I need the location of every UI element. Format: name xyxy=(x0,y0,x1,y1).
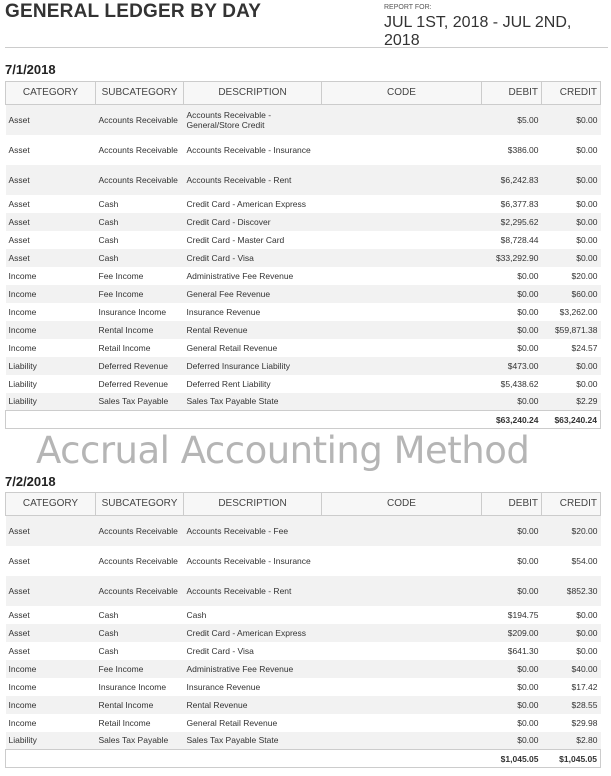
cell-subcategory: Insurance Income xyxy=(98,681,167,692)
cell-code xyxy=(322,606,482,624)
cell-credit: $60.00 xyxy=(571,288,598,299)
cell-category: Liability xyxy=(8,735,37,746)
table-row xyxy=(6,696,601,714)
cell-debit: $209.00 xyxy=(507,627,539,638)
cell-debit: $0.00 xyxy=(517,288,539,299)
cell-subcategory: Fee Income xyxy=(98,663,144,674)
total-debit: $1,045.05 xyxy=(482,750,542,768)
report-date-range: JUL 1ST, 2018 - JUL 2ND, 2018 xyxy=(384,14,572,49)
cell-subcategory: Insurance Income xyxy=(98,306,167,317)
cell-subcategory: Fee Income xyxy=(98,288,144,299)
report-for-label: REPORT FOR: xyxy=(384,4,432,11)
table-row xyxy=(6,195,601,213)
cell-debit: $6,242.83 xyxy=(500,174,539,185)
table-row xyxy=(6,576,601,606)
column-header[interactable]: CODE xyxy=(322,82,482,105)
cell-category: Income xyxy=(8,699,37,710)
cell-debit: $5,438.62 xyxy=(500,378,539,389)
cell-subcategory: Accounts Receivable xyxy=(98,174,178,185)
cell-category: Income xyxy=(8,717,37,728)
column-header[interactable]: DEBIT xyxy=(482,82,542,105)
cell-category: Asset xyxy=(8,585,30,596)
cell-credit: $20.00 xyxy=(571,525,598,536)
cell-debit: $33,292.90 xyxy=(495,252,539,263)
header-row xyxy=(6,82,601,105)
cell-subcategory: Accounts Receivable xyxy=(98,525,178,536)
cell-credit: $29.98 xyxy=(571,717,598,728)
cell-code xyxy=(322,642,482,660)
cell-debit: $194.75 xyxy=(507,609,539,620)
cell-description: Rental Revenue xyxy=(186,699,248,710)
cell-category: Asset xyxy=(8,144,30,155)
cell-code xyxy=(322,393,482,411)
cell-description: Insurance Revenue xyxy=(186,681,261,692)
cell-code xyxy=(322,375,482,393)
cell-subcategory: Cash xyxy=(98,198,119,209)
cell-subcategory: Rental Income xyxy=(98,324,154,335)
column-header[interactable]: DEBIT xyxy=(482,493,542,516)
table-row xyxy=(6,660,601,678)
day-heading: 7/1/2018 xyxy=(5,62,56,77)
cell-subcategory: Cash xyxy=(98,609,119,620)
table-row xyxy=(6,213,601,231)
cell-description: Administrative Fee Revenue xyxy=(186,270,294,281)
cell-debit: $0.00 xyxy=(517,525,539,536)
table-row xyxy=(6,678,601,696)
cell-subcategory: Accounts Receivable xyxy=(98,114,178,125)
day-heading: 7/2/2018 xyxy=(5,474,56,489)
cell-code xyxy=(322,267,482,285)
cell-credit: $28.55 xyxy=(571,699,598,710)
cell-debit: $0.00 xyxy=(517,717,539,728)
column-header[interactable]: CODE xyxy=(322,493,482,516)
cell-debit: $0.00 xyxy=(517,396,539,407)
cell-category: Asset xyxy=(8,555,30,566)
cell-debit: $0.00 xyxy=(517,324,539,335)
table-row xyxy=(6,375,601,393)
column-header[interactable]: DESCRIPTION xyxy=(184,493,322,516)
cell-credit: $0.00 xyxy=(576,378,598,389)
page-title: GENERAL LEDGER BY DAY xyxy=(5,1,262,22)
cell-category: Liability xyxy=(8,360,37,371)
cell-debit: $0.00 xyxy=(517,585,539,596)
cell-debit: $0.00 xyxy=(517,699,539,710)
column-header[interactable]: DESCRIPTION xyxy=(184,82,322,105)
table-row xyxy=(6,231,601,249)
cell-credit: $0.00 xyxy=(576,252,598,263)
cell-description: Deferred Insurance Liability xyxy=(186,360,290,371)
column-header[interactable]: CREDIT xyxy=(542,82,601,105)
table-row xyxy=(6,714,601,732)
cell-debit: $6,377.83 xyxy=(500,198,539,209)
cell-debit: $0.00 xyxy=(517,342,539,353)
cell-subcategory: Rental Income xyxy=(98,699,154,710)
cell-credit: $59,871.38 xyxy=(554,324,598,335)
cell-credit: $0.00 xyxy=(576,114,598,125)
cell-category: Income xyxy=(8,324,37,335)
cell-credit: $0.00 xyxy=(576,198,598,209)
cell-subcategory: Accounts Receivable xyxy=(98,585,178,596)
cell-subcategory: Fee Income xyxy=(98,270,144,281)
cell-debit: $0.00 xyxy=(517,663,539,674)
cell-description: Credit Card - Visa xyxy=(186,645,254,656)
cell-code xyxy=(322,357,482,375)
cell-credit: $0.00 xyxy=(576,216,598,227)
total-debit: $63,240.24 xyxy=(482,411,542,429)
cell-code xyxy=(322,660,482,678)
cell-code xyxy=(322,249,482,267)
total-row xyxy=(6,750,601,768)
cell-subcategory: Sales Tax Payable xyxy=(98,396,169,407)
cell-code xyxy=(322,516,482,546)
watermark: Accrual Accounting Method xyxy=(36,429,530,472)
cell-description: Insurance Revenue xyxy=(186,306,261,317)
header-row xyxy=(6,493,601,516)
cell-category: Asset xyxy=(8,525,30,536)
total-row xyxy=(6,411,601,429)
cell-description: General Retail Revenue xyxy=(186,342,278,353)
cell-description: Credit Card - American Express xyxy=(186,627,307,638)
cell-category: Asset xyxy=(8,198,30,209)
table-row xyxy=(6,546,601,576)
cell-description: Administrative Fee Revenue xyxy=(186,663,294,674)
cell-code xyxy=(322,576,482,606)
cell-subcategory: Deferred Revenue xyxy=(98,360,168,371)
cell-category: Income xyxy=(8,681,37,692)
cell-description: Credit Card - Discover xyxy=(186,216,271,227)
cell-description: Accounts Receivable - Fee xyxy=(186,525,289,536)
table-row xyxy=(6,393,601,411)
table-row xyxy=(6,165,601,195)
cell-credit: $54.00 xyxy=(571,555,598,566)
cell-subcategory: Cash xyxy=(98,252,119,263)
cell-debit: $5.00 xyxy=(517,114,539,125)
cell-subcategory: Deferred Revenue xyxy=(98,378,168,389)
cell-code xyxy=(322,546,482,576)
cell-category: Asset xyxy=(8,627,30,638)
cell-description: Credit Card - Visa xyxy=(186,252,254,263)
cell-code xyxy=(322,135,482,165)
cell-credit: $0.00 xyxy=(576,144,598,155)
total-credit: $1,045.05 xyxy=(542,750,601,768)
cell-description: Deferred Rent Liability xyxy=(186,378,271,389)
column-header[interactable]: CATEGORY xyxy=(6,493,96,516)
cell-credit: $0.00 xyxy=(576,174,598,185)
cell-category: Asset xyxy=(8,114,30,125)
cell-debit: $0.00 xyxy=(517,306,539,317)
cell-subcategory: Sales Tax Payable xyxy=(98,735,169,746)
table-row xyxy=(6,732,601,750)
cell-debit: $386.00 xyxy=(507,144,539,155)
cell-description: Accounts Receivable - Insurance xyxy=(186,555,311,566)
column-header[interactable]: CREDIT xyxy=(542,493,601,516)
cell-code xyxy=(322,195,482,213)
cell-credit: $2.80 xyxy=(576,735,598,746)
cell-debit: $641.30 xyxy=(507,645,539,656)
cell-category: Asset xyxy=(8,645,30,656)
cell-code xyxy=(322,231,482,249)
cell-credit: $17.42 xyxy=(571,681,598,692)
cell-category: Asset xyxy=(8,174,30,185)
cell-credit: $40.00 xyxy=(571,663,598,674)
cell-description: Sales Tax Payable State xyxy=(186,735,279,746)
cell-code xyxy=(322,714,482,732)
cell-code xyxy=(322,339,482,357)
cell-description: Accounts Receivable - Rent xyxy=(186,585,292,596)
divider xyxy=(5,47,608,48)
cell-code xyxy=(322,696,482,714)
cell-category: Liability xyxy=(8,396,37,407)
cell-description: Rental Revenue xyxy=(186,324,248,335)
table-row xyxy=(6,642,601,660)
table-row xyxy=(6,105,601,135)
cell-category: Income xyxy=(8,306,37,317)
table-row xyxy=(6,285,601,303)
cell-code xyxy=(322,303,482,321)
cell-debit: $0.00 xyxy=(517,555,539,566)
table-row xyxy=(6,516,601,546)
cell-credit: $0.00 xyxy=(576,360,598,371)
cell-subcategory: Cash xyxy=(98,645,119,656)
cell-description: Credit Card - American Express xyxy=(186,198,307,209)
cell-credit: $852.30 xyxy=(566,585,598,596)
cell-description: Accounts Receivable - Rent xyxy=(186,174,292,185)
cell-debit: $2,295.62 xyxy=(500,216,539,227)
cell-debit: $8,728.44 xyxy=(500,234,539,245)
cell-subcategory: Accounts Receivable xyxy=(98,144,178,155)
cell-code xyxy=(322,624,482,642)
cell-credit: $0.00 xyxy=(576,645,598,656)
cell-category: Income xyxy=(8,663,37,674)
column-header[interactable]: CATEGORY xyxy=(6,82,96,105)
cell-debit: $0.00 xyxy=(517,270,539,281)
total-credit: $63,240.24 xyxy=(542,411,601,429)
cell-subcategory: Accounts Receivable xyxy=(98,555,178,566)
cell-credit: $0.00 xyxy=(576,609,598,620)
cell-subcategory: Cash xyxy=(98,234,119,245)
cell-subcategory: Retail Income xyxy=(98,342,151,353)
cell-description: Cash xyxy=(186,609,207,620)
cell-code xyxy=(322,321,482,339)
cell-category: Liability xyxy=(8,378,37,389)
table-row xyxy=(6,606,601,624)
cell-credit: $0.00 xyxy=(576,234,598,245)
cell-subcategory: Retail Income xyxy=(98,717,151,728)
cell-category: Asset xyxy=(8,216,30,227)
cell-category: Asset xyxy=(8,252,30,263)
table-row xyxy=(6,303,601,321)
ledger-table xyxy=(5,492,601,768)
cell-credit: $24.57 xyxy=(571,342,598,353)
cell-code xyxy=(322,105,482,135)
cell-code xyxy=(322,285,482,303)
table-row xyxy=(6,267,601,285)
cell-debit: $0.00 xyxy=(517,735,539,746)
cell-subcategory: Cash xyxy=(98,627,119,638)
table-row xyxy=(6,357,601,375)
cell-code xyxy=(322,732,482,750)
cell-code xyxy=(322,678,482,696)
cell-credit: $3,262.00 xyxy=(559,306,598,317)
ledger-table xyxy=(5,81,601,429)
cell-subcategory: Cash xyxy=(98,216,119,227)
table-row xyxy=(6,135,601,165)
column-header[interactable]: SUBCATEGORY xyxy=(96,82,184,105)
cell-credit: $0.00 xyxy=(576,627,598,638)
cell-debit: $473.00 xyxy=(507,360,539,371)
cell-category: Asset xyxy=(8,234,30,245)
cell-description: Accounts Receivable - General/Store Credit xyxy=(186,109,272,130)
cell-category: Income xyxy=(8,288,37,299)
table-row xyxy=(6,321,601,339)
table-row xyxy=(6,339,601,357)
cell-description: Credit Card - Master Card xyxy=(186,234,285,245)
cell-credit: $20.00 xyxy=(571,270,598,281)
cell-debit: $0.00 xyxy=(517,681,539,692)
cell-category: Income xyxy=(8,270,37,281)
cell-code xyxy=(322,165,482,195)
cell-credit: $2.29 xyxy=(576,396,598,407)
column-header[interactable]: SUBCATEGORY xyxy=(96,493,184,516)
cell-code xyxy=(322,213,482,231)
table-row xyxy=(6,624,601,642)
cell-description: Sales Tax Payable State xyxy=(186,396,279,407)
table-row xyxy=(6,249,601,267)
cell-description: General Fee Revenue xyxy=(186,288,271,299)
cell-description: Accounts Receivable - Insurance xyxy=(186,144,311,155)
cell-description: General Retail Revenue xyxy=(186,717,278,728)
cell-category: Income xyxy=(8,342,37,353)
cell-category: Asset xyxy=(8,609,30,620)
